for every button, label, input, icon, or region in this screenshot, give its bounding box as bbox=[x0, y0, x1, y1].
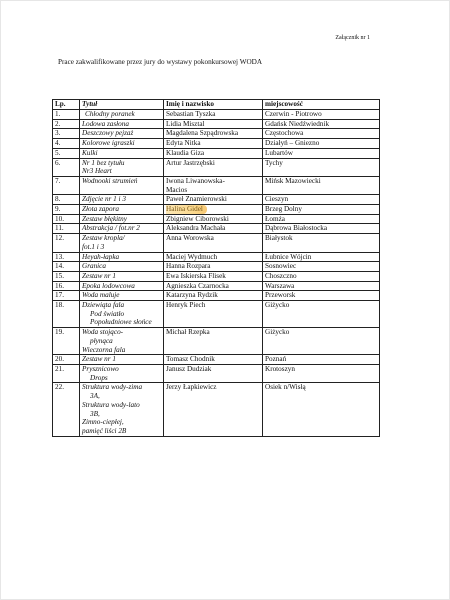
row-name-line: Janusz Dudziak bbox=[166, 364, 212, 373]
row-name bbox=[164, 205, 263, 215]
row-city: Choszczno bbox=[263, 271, 380, 281]
row-title-line: Pod światło bbox=[90, 309, 125, 318]
row-title bbox=[80, 176, 164, 194]
row-lp: 18. bbox=[53, 301, 80, 328]
row-title bbox=[80, 139, 164, 149]
row-city: Warszawa bbox=[263, 281, 380, 291]
row-name bbox=[164, 139, 263, 149]
row-title-line: pamięć liści 2B bbox=[82, 426, 127, 435]
row-name-line: Henryk Piech bbox=[166, 301, 206, 310]
table-row bbox=[53, 148, 380, 158]
row-city: Krotoszyn bbox=[263, 364, 380, 382]
row-title-line: płynąca bbox=[90, 336, 113, 345]
row-city: Lubartów bbox=[263, 148, 380, 158]
row-title-line: Deszczowy pejzaż bbox=[82, 129, 134, 138]
row-title bbox=[80, 262, 164, 272]
row-title-line: Granica bbox=[82, 262, 106, 271]
table-row bbox=[53, 176, 380, 194]
row-title bbox=[80, 148, 164, 158]
row-name bbox=[164, 271, 263, 281]
row-title-line: Epoka lodowcowa bbox=[82, 281, 135, 290]
row-lp: 12. bbox=[53, 234, 80, 252]
row-title-line: Popołudniowe słońce bbox=[90, 318, 152, 327]
table-row bbox=[53, 328, 380, 355]
row-title bbox=[80, 291, 164, 301]
row-name-line: Maciej Wydmuch bbox=[166, 252, 218, 261]
row-name-line: Hanna Rozpara bbox=[166, 262, 211, 271]
table-row bbox=[53, 291, 380, 301]
row-title-line: Kulki bbox=[82, 148, 98, 157]
row-city: Łubnice Wójcin bbox=[263, 252, 380, 262]
row-city: Częstochowa bbox=[263, 129, 380, 139]
row-title bbox=[80, 271, 164, 281]
row-city: Giżycko bbox=[263, 301, 380, 328]
row-title-line: 3B, bbox=[90, 409, 100, 418]
row-title bbox=[80, 281, 164, 291]
header-title: Tytuł bbox=[80, 100, 164, 110]
table-row bbox=[53, 139, 380, 149]
row-title-line: Dziewiąta fala bbox=[82, 301, 125, 310]
document-heading: Prace zakwalifikowane przez jury do wystawy pokonkursowej WODA bbox=[58, 58, 263, 66]
table-row bbox=[53, 214, 380, 224]
row-name-line: Tomasz Chodnik bbox=[166, 355, 215, 364]
row-title-line: Chłodny poranek bbox=[85, 110, 135, 118]
row-city: Gdańsk Niedźwiednik bbox=[263, 119, 380, 129]
row-name-line: Katarzyna Rydzik bbox=[166, 291, 218, 300]
row-lp: 1. bbox=[53, 110, 80, 120]
row-lp: 15. bbox=[53, 271, 80, 281]
row-title bbox=[80, 328, 164, 355]
row-name bbox=[164, 383, 263, 436]
row-name bbox=[164, 176, 263, 194]
row-name bbox=[164, 291, 263, 301]
qualified-works-table bbox=[52, 99, 380, 437]
row-title-line: Złota zapora bbox=[82, 205, 119, 214]
row-lp: 8. bbox=[53, 195, 80, 205]
row-city: Tychy bbox=[263, 158, 380, 176]
row-city: Giżycko bbox=[263, 328, 380, 355]
row-lp: 16. bbox=[53, 281, 80, 291]
header-name: Imię i nazwisko bbox=[164, 100, 263, 110]
row-lp: 7. bbox=[53, 176, 80, 194]
row-name-line: Ewa Iskierska Flisek bbox=[166, 271, 226, 280]
row-lp: 3. bbox=[53, 129, 80, 139]
row-lp: 9. bbox=[53, 205, 80, 215]
row-title-line: Wodnooki strumień bbox=[82, 176, 138, 185]
row-title-line: Woda maluje bbox=[82, 291, 120, 300]
row-title bbox=[80, 364, 164, 382]
table-row bbox=[53, 364, 380, 382]
row-city: Osiek n/Wisłą bbox=[263, 383, 380, 436]
table-row bbox=[53, 262, 380, 272]
row-name bbox=[164, 224, 263, 234]
row-title bbox=[80, 355, 164, 365]
row-lp: 10. bbox=[53, 214, 80, 224]
row-title-line: Heyah-łapka bbox=[82, 252, 120, 261]
row-name-line: Agnieszka Czarnocka bbox=[166, 281, 229, 290]
row-lp: 19. bbox=[53, 328, 80, 355]
table-row bbox=[53, 224, 380, 234]
row-city: Sosnowiec bbox=[263, 262, 380, 272]
row-title-line: Drops bbox=[90, 373, 108, 382]
row-city: Mińsk Mazowiecki bbox=[263, 176, 380, 194]
row-name bbox=[164, 129, 263, 139]
row-name bbox=[164, 328, 263, 355]
row-name bbox=[164, 262, 263, 272]
row-lp: 5. bbox=[53, 148, 80, 158]
table-row bbox=[53, 119, 380, 129]
row-lp: 2. bbox=[53, 119, 80, 129]
table-row bbox=[53, 383, 380, 436]
row-title bbox=[80, 234, 164, 252]
row-city: Dąbrowa Białostocka bbox=[263, 224, 380, 234]
highlighted-name: Halina Gidel bbox=[166, 205, 207, 214]
row-title-line: Prysznicowo bbox=[82, 364, 119, 373]
row-name-line: Michał Rzepka bbox=[166, 328, 210, 337]
row-lp: 17. bbox=[53, 291, 80, 301]
row-city: Poznań bbox=[263, 355, 380, 365]
row-name-line: Aleksandra Machała bbox=[166, 224, 226, 233]
row-title-line: 3A, bbox=[90, 392, 100, 401]
row-title bbox=[80, 119, 164, 129]
row-name bbox=[164, 355, 263, 365]
row-title-line: Lodowa zasłona bbox=[82, 119, 129, 128]
row-title bbox=[80, 383, 164, 436]
row-name bbox=[164, 364, 263, 382]
row-name-line: Macios bbox=[166, 185, 188, 194]
table-row bbox=[53, 271, 380, 281]
row-title-line: Nr 1 bez tytułu bbox=[82, 158, 125, 167]
row-title bbox=[80, 129, 164, 139]
row-name-line: Paweł Znamierowski bbox=[166, 195, 227, 204]
row-name bbox=[164, 195, 263, 205]
table-header-row bbox=[53, 100, 380, 110]
row-title bbox=[80, 195, 164, 205]
table-row bbox=[53, 281, 380, 291]
row-title-line: fot.1 i 3 bbox=[82, 242, 105, 251]
row-city: Białystok bbox=[263, 234, 380, 252]
row-lp: 13. bbox=[53, 252, 80, 262]
row-name bbox=[164, 252, 263, 262]
table-row bbox=[53, 110, 380, 120]
row-title-line: Zdjęcie nr 1 i 3 bbox=[82, 195, 126, 204]
row-title-line: Kolorowe igraszki bbox=[82, 139, 135, 148]
row-title bbox=[80, 301, 164, 328]
row-lp: 6. bbox=[53, 158, 80, 176]
row-title-line: Wieczorna fala bbox=[82, 345, 126, 354]
row-name-line: Iwona Liwanowska- bbox=[166, 176, 225, 185]
table-row bbox=[53, 252, 380, 262]
table-row bbox=[53, 158, 380, 176]
table-row bbox=[53, 129, 380, 139]
row-name-line: Lidia Misztal bbox=[166, 119, 205, 128]
row-name-line: Edyta Nitka bbox=[166, 139, 201, 148]
row-title bbox=[80, 205, 164, 215]
row-name bbox=[164, 110, 263, 120]
row-name bbox=[164, 148, 263, 158]
row-name-line: Sebastian Tyszka bbox=[166, 110, 216, 118]
row-name-line: Jerzy Łapkiewicz bbox=[166, 383, 217, 392]
table-row bbox=[53, 301, 380, 328]
row-name bbox=[164, 214, 263, 224]
row-name bbox=[164, 158, 263, 176]
row-title-line: Zestaw kropla/ bbox=[82, 234, 125, 243]
row-city: Brzeg Dolny bbox=[263, 205, 380, 215]
row-city: Działyń – Gniezno bbox=[263, 139, 380, 149]
row-title-line: Zestaw nr 1 bbox=[82, 355, 116, 364]
row-title bbox=[80, 158, 164, 176]
row-title-line: Struktura wody-lato bbox=[82, 400, 140, 409]
table-row bbox=[53, 195, 380, 205]
row-city: Cieszyn bbox=[263, 195, 380, 205]
row-title-line: Abstrakcja / fot.nr 2 bbox=[82, 224, 140, 233]
table-row bbox=[53, 234, 380, 252]
row-title-line: Nr3 Heart bbox=[82, 167, 112, 176]
row-name bbox=[164, 234, 263, 252]
row-name-line: Magdalena Szpądrowska bbox=[166, 129, 239, 138]
row-title-line: Zimno-ciepłej, bbox=[82, 418, 124, 427]
row-lp: 11. bbox=[53, 224, 80, 234]
row-lp: 4. bbox=[53, 139, 80, 149]
row-title-line: Zestaw błękitny bbox=[82, 214, 127, 223]
row-city: Czerwin - Piotrowo bbox=[263, 110, 380, 120]
row-title bbox=[80, 214, 164, 224]
table-row bbox=[53, 205, 380, 215]
row-title bbox=[80, 252, 164, 262]
row-title-line: Struktura wody-zima bbox=[82, 383, 143, 392]
row-title bbox=[80, 110, 164, 120]
row-name bbox=[164, 119, 263, 129]
table-body bbox=[53, 110, 380, 437]
row-title-line: Woda stojąco- bbox=[82, 328, 124, 337]
header-city: miejscowość bbox=[263, 100, 380, 110]
row-lp: 20. bbox=[53, 355, 80, 365]
table-row bbox=[53, 355, 380, 365]
row-lp: 22. bbox=[53, 383, 80, 436]
attachment-label: Załącznik nr 1 bbox=[335, 35, 370, 41]
row-lp: 14. bbox=[53, 262, 80, 272]
row-name bbox=[164, 301, 263, 328]
row-lp: 21. bbox=[53, 364, 80, 382]
row-city: Przeworsk bbox=[263, 291, 380, 301]
row-name-line: Artur Jastrzębski bbox=[166, 158, 215, 167]
header-lp: Lp. bbox=[53, 100, 80, 110]
row-name bbox=[164, 281, 263, 291]
row-name-line: Anna Worowska bbox=[166, 234, 214, 243]
row-title bbox=[80, 224, 164, 234]
row-name-line: Klaudia Giza bbox=[166, 148, 205, 157]
row-city: Łomża bbox=[263, 214, 380, 224]
row-name-line: Zbigniew Ciborowski bbox=[166, 214, 229, 223]
row-title-line: Zestaw nr 1 bbox=[82, 271, 116, 280]
